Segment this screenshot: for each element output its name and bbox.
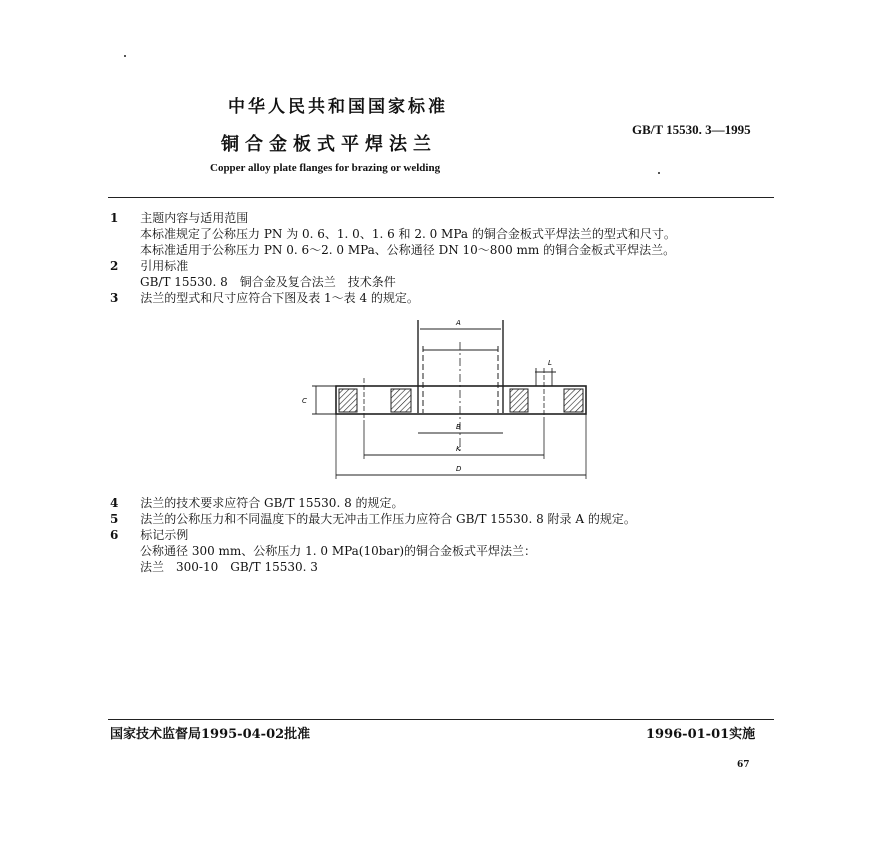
section-number: 6 [110,528,119,542]
effective-date: 1996-01-01实施 [646,727,756,742]
section-number: 3 [110,291,119,305]
section-3 [110,290,419,306]
section-heading: 标记示例 [140,528,189,542]
reference-line: GB/T 15530. 8 铜合金及复合法兰 技术条件 [140,275,396,289]
header-rule [108,197,774,198]
dimension-l-label: L [548,359,552,367]
section-number: 5 [110,512,119,526]
flange-diagram [290,312,610,487]
footer-rule [108,719,774,720]
scan-speck [124,55,126,57]
dimension-a-label: A [456,319,461,327]
section-5 [110,511,636,527]
section-heading: 法兰的型式和尺寸应符合下图及表 1～表 4 的规定。 [140,291,419,305]
dimension-k-label: K [456,445,461,453]
section-number: 4 [110,496,119,510]
national-standard-heading: 中华人民共和国国家标准 [228,97,448,117]
marking-line: 法兰 300-10 GB/T 15530. 3 [140,560,318,574]
standard-code: GB/T 15530. 3—1995 [632,122,751,137]
section-6 [110,527,188,543]
section-1 [110,210,248,226]
dimension-b-label: B [456,423,461,431]
section-heading: 法兰的公称压力和不同温度下的最大无冲击工作压力应符合 GB/T 15530. 8 附录 A 的规定。 [140,512,636,526]
section-heading: 引用标准 [140,259,189,273]
dimension-c-label: C [302,397,307,405]
flange-section-hatch [339,389,357,412]
flange-body [336,386,586,414]
page-number: 67 [737,760,750,770]
scope-line: 本标准适用于公称压力 PN 0. 6～2. 0 MPa、公称通径 DN 10～800 mm 的铜合金板式平焊法兰。 [140,243,676,257]
flange-section-hatch [564,389,583,412]
dimension-d-label: D [456,465,462,473]
flange-section-hatch [391,389,411,412]
section-2 [110,258,188,274]
scan-speck [658,172,660,174]
document-title-english: Copper alloy plate flanges for brazing or welding [210,162,441,174]
section-4 [110,495,404,511]
scope-line: 本标准规定了公称压力 PN 为 0. 6、1. 0、1. 6 和 2. 0 MPa 的铜合金板式平焊法兰的型式和尺寸。 [140,227,676,241]
section-heading: 主题内容与适用范围 [140,211,249,225]
marking-line: 公称通径 300 mm、公称压力 1. 0 MPa(10bar)的铜合金板式平焊法兰： [140,544,537,558]
section-heading: 法兰的技术要求应符合 GB/T 15530. 8 的规定。 [140,496,404,510]
document-title: 铜合金板式平焊法兰 [221,134,437,155]
issued-date: 国家技术监督局1995-04-02批准 [110,727,311,742]
section-number: 2 [110,259,119,273]
section-number: 1 [110,211,119,225]
flange-section-hatch [510,389,528,412]
